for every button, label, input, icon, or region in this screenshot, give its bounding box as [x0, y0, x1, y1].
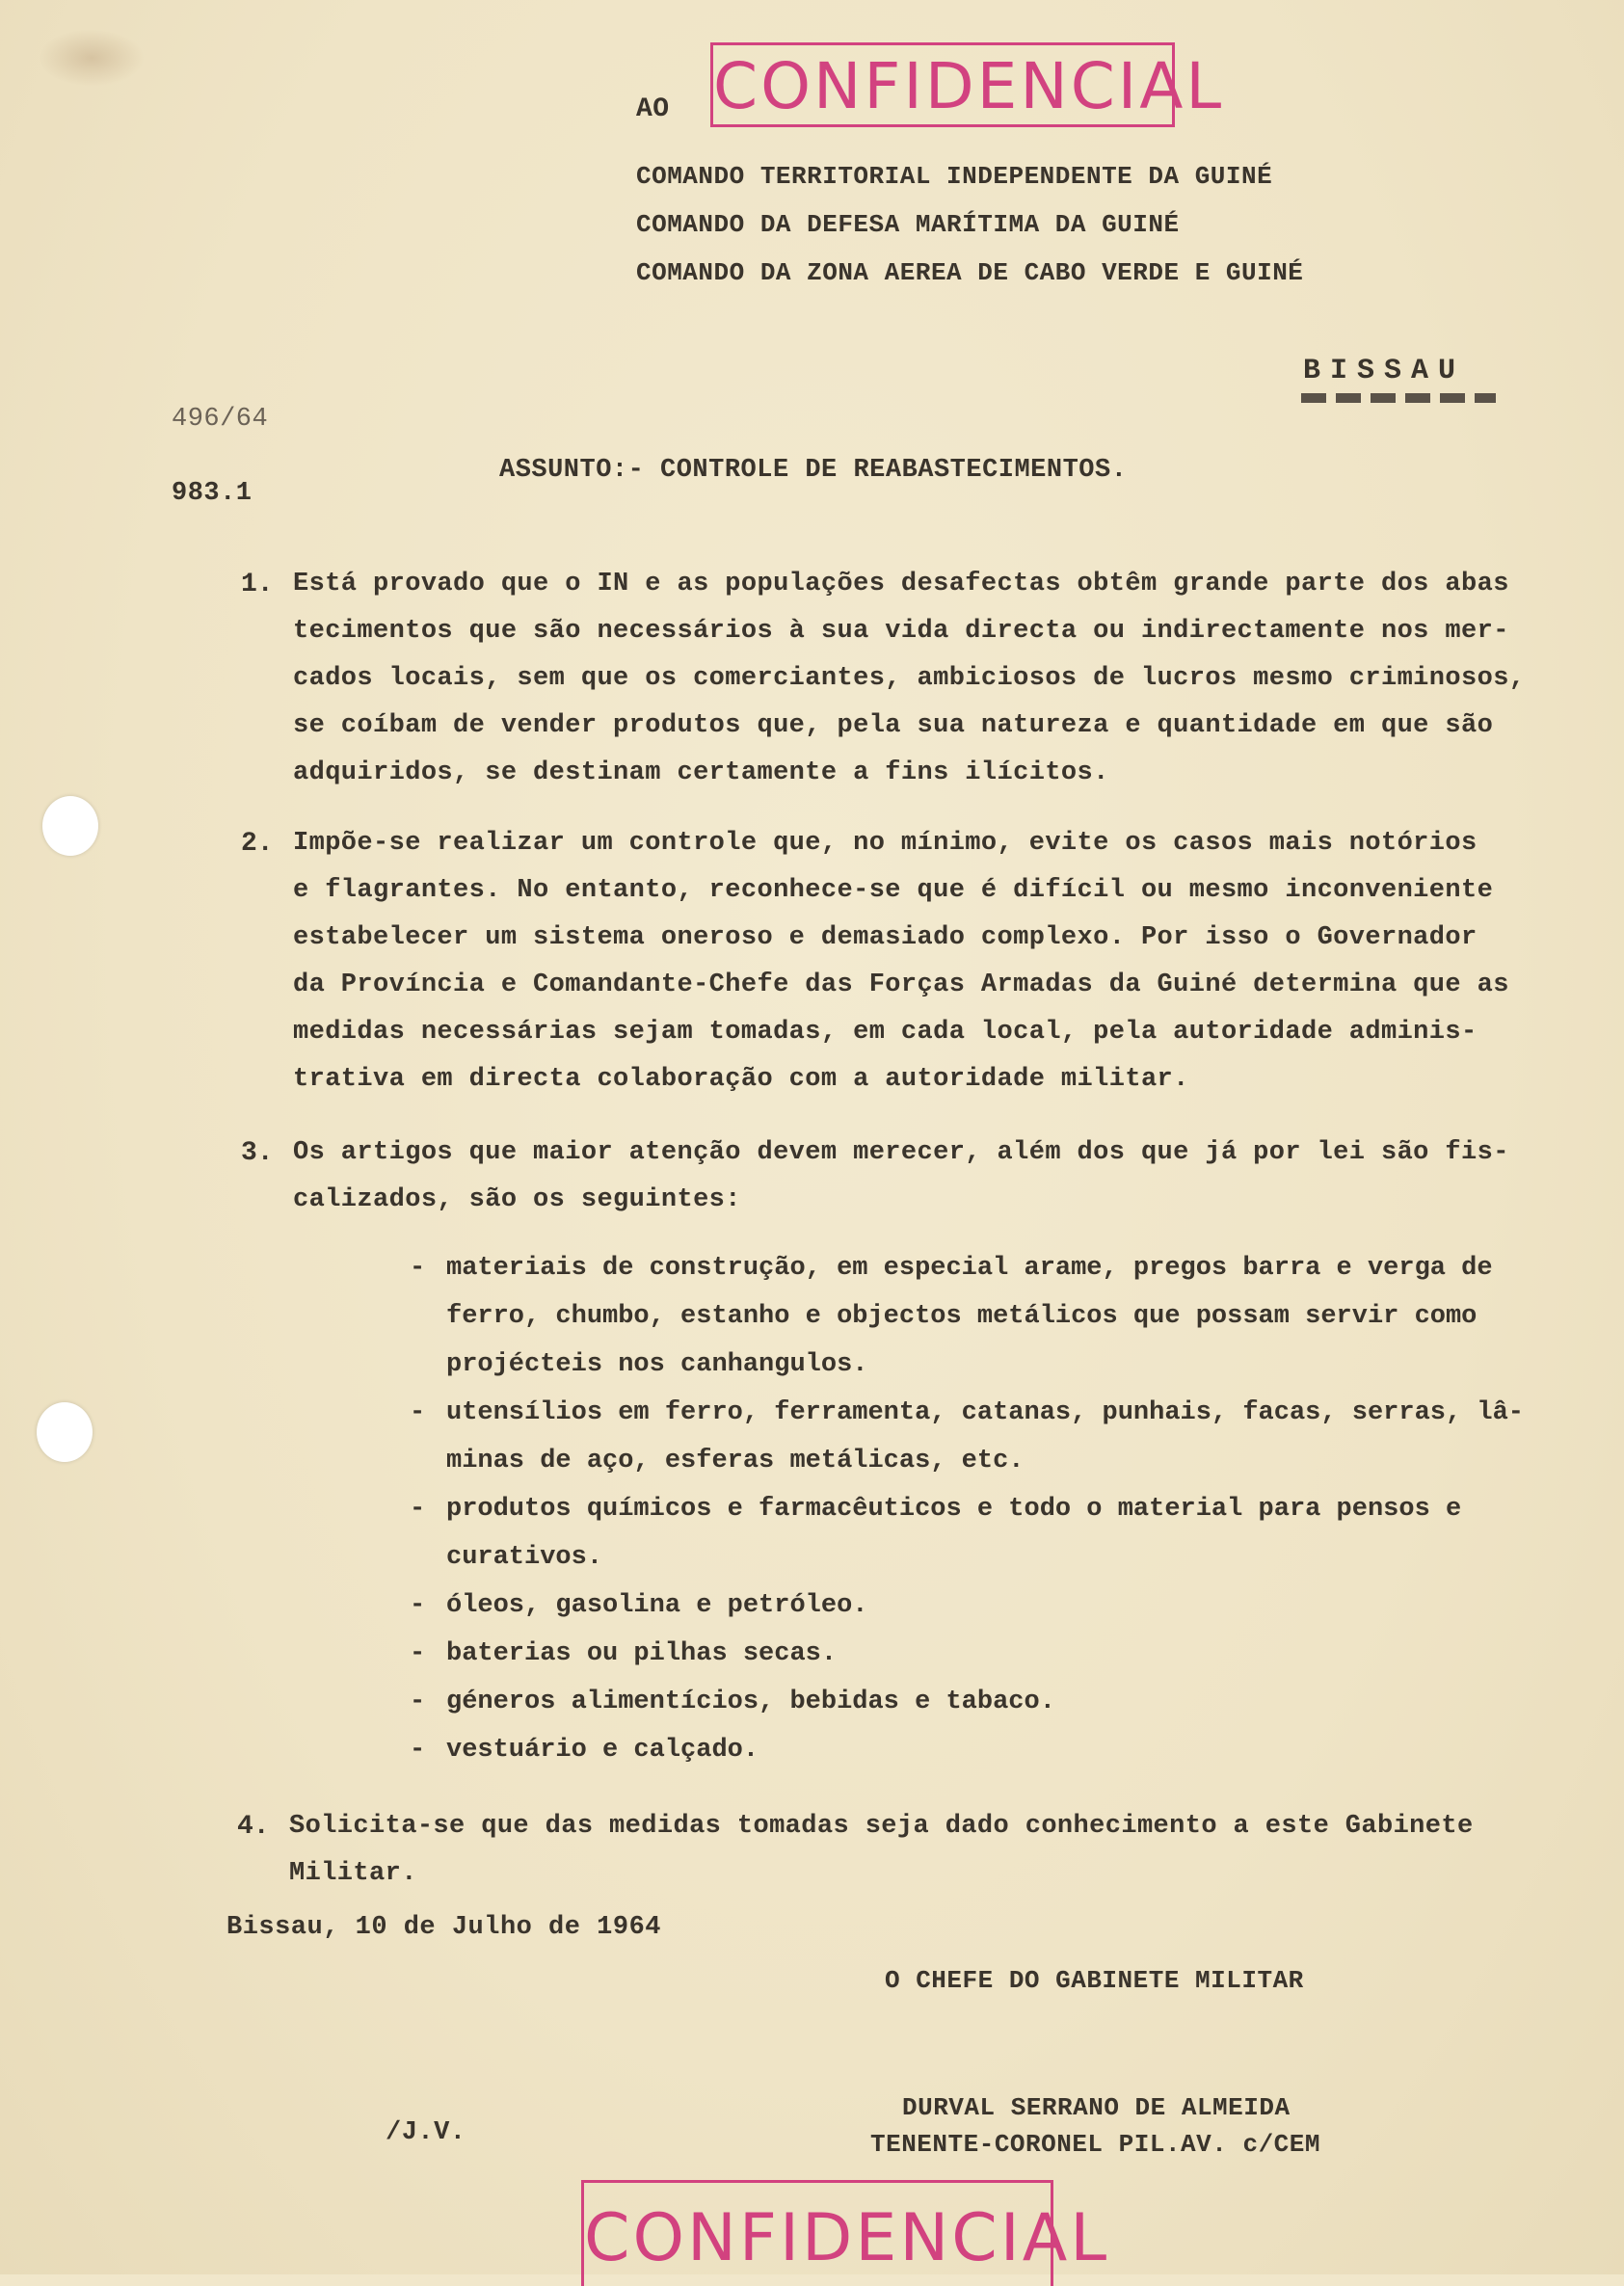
paragraph-line: calizados, são os seguintes: [293, 1185, 741, 1214]
list-item-line: óleos, gasolina e petróleo. [446, 1591, 868, 1620]
document-date: Bissau, 10 de Julho de 1964 [226, 1913, 661, 1942]
list-item-line: minas de aço, esferas metálicas, etc. [446, 1447, 1025, 1475]
list-dash: - [410, 1254, 426, 1283]
paragraph-line: Os artigos que maior atenção devem merecer, além dos que já por lei são fis- [293, 1138, 1509, 1167]
list-item [410, 1678, 1524, 1726]
list-dash: - [410, 1398, 426, 1427]
paragraph-line: estabelecer um sistema oneroso e demasiado complexo. Por isso o Governador [293, 923, 1478, 952]
recipient-line: COMANDO TERRITORIAL INDEPENDENTE DA GUINÉ [636, 162, 1273, 191]
paragraph-3 [293, 1130, 1509, 1224]
paragraph-line: Impõe-se realizar um controle que, no mínimo, evite os casos mais notórios [293, 829, 1478, 858]
paragraph-line: medidas necessárias sejam tomadas, em cada local, pela autoridade adminis- [293, 1018, 1478, 1047]
list-item-line: baterias ou pilhas secas. [446, 1639, 838, 1668]
list-item-line: ferro, chumbo, estanho e objectos metálicos que possam servir como [446, 1302, 1478, 1331]
paragraph-2 [293, 820, 1509, 1103]
paragraph-line: se coíbam de vender produtos que, pela sua natureza e quantidade em que são [293, 711, 1494, 740]
paragraph-4 [289, 1803, 1474, 1898]
addressee-prefix: AO [636, 94, 670, 124]
city-heading: BISSAU [1303, 355, 1466, 387]
paragraph-number: 4. [237, 1812, 270, 1842]
list-item-line: produtos químicos e farmacêuticos e todo o material para pensos e [446, 1495, 1462, 1524]
subject-line: ASSUNTO:- CONTROLE DE REABASTECIMENTOS. [499, 456, 1128, 485]
recipient-line: COMANDO DA ZONA AEREA DE CABO VERDE E GUINÉ [636, 258, 1304, 287]
list-item-line: projécteis nos canhangulos. [446, 1350, 868, 1379]
signatory-name: DURVAL SERRANO DE ALMEIDA [902, 2093, 1291, 2122]
paragraph-number: 1. [241, 570, 274, 599]
list-dash: - [410, 1688, 426, 1716]
punch-hole-lower [37, 1402, 93, 1462]
list-dash: - [410, 1591, 426, 1620]
reference-number: 496/64 [172, 405, 269, 434]
paragraph-line: cados locais, sem que os comerciantes, ambiciosos de lucros mesmo criminosos, [293, 664, 1526, 693]
list-item-line: curativos. [446, 1543, 603, 1572]
list-item-line: géneros alimentícios, bebidas e tabaco. [446, 1688, 1055, 1716]
paragraph-number: 2. [241, 829, 274, 859]
list-dash: - [410, 1736, 426, 1765]
confidential-stamp-bottom: CONFIDENCIAL [581, 2180, 1053, 2286]
list-dash: - [410, 1639, 426, 1668]
confidential-stamp-top: CONFIDENCIAL [710, 42, 1175, 127]
paragraph-line: trativa em directa colaboração com a autoridade militar. [293, 1065, 1189, 1094]
list-item [410, 1630, 1524, 1678]
reference-code: 983.1 [172, 479, 253, 508]
article-list [410, 1244, 1524, 1774]
list-item [410, 1485, 1524, 1582]
punch-hole-upper [42, 796, 98, 856]
paragraph-line: Militar. [289, 1859, 417, 1888]
paragraph-line: Solicita-se que das medidas tomadas seja dado conhecimento a este Gabinete [289, 1812, 1474, 1841]
paragraph-number: 3. [241, 1138, 274, 1168]
list-item [410, 1582, 1524, 1630]
typist-initials: /J.V. [386, 2118, 466, 2147]
paragraph-line: Está provado que o IN e as populações desafectas obtêm grande parte dos abas [293, 570, 1509, 598]
paragraph-line: e flagrantes. No entanto, reconhece-se que é difícil ou mesmo inconveniente [293, 876, 1494, 905]
paragraph-1 [293, 561, 1525, 797]
signatory-title: O CHEFE DO GABINETE MILITAR [885, 1966, 1304, 1995]
list-item [410, 1389, 1524, 1485]
paper-stain [39, 29, 145, 87]
paragraph-line: adquiridos, se destinam certamente a fins ilícitos. [293, 758, 1109, 787]
list-item [410, 1726, 1524, 1774]
paragraph-line: tecimentos que são necessários à sua vida directa ou indirectamente nos mer- [293, 617, 1509, 646]
recipient-line: COMANDO DA DEFESA MARÍTIMA DA GUINÉ [636, 210, 1180, 239]
city-underline [1301, 393, 1496, 403]
list-item-line: vestuário e calçado. [446, 1736, 759, 1765]
paragraph-line: da Província e Comandante-Chefe das Forças Armadas da Guiné determina que as [293, 970, 1509, 999]
list-item-line: utensílios em ferro, ferramenta, catanas, punhais, facas, serras, lâ- [446, 1398, 1524, 1427]
list-item [410, 1244, 1524, 1389]
list-dash: - [410, 1495, 426, 1524]
list-item-line: materiais de construção, em especial arame, pregos barra e verga de [446, 1254, 1493, 1283]
signatory-rank: TENENTE-CORONEL PIL.AV. c/CEM [870, 2130, 1320, 2159]
